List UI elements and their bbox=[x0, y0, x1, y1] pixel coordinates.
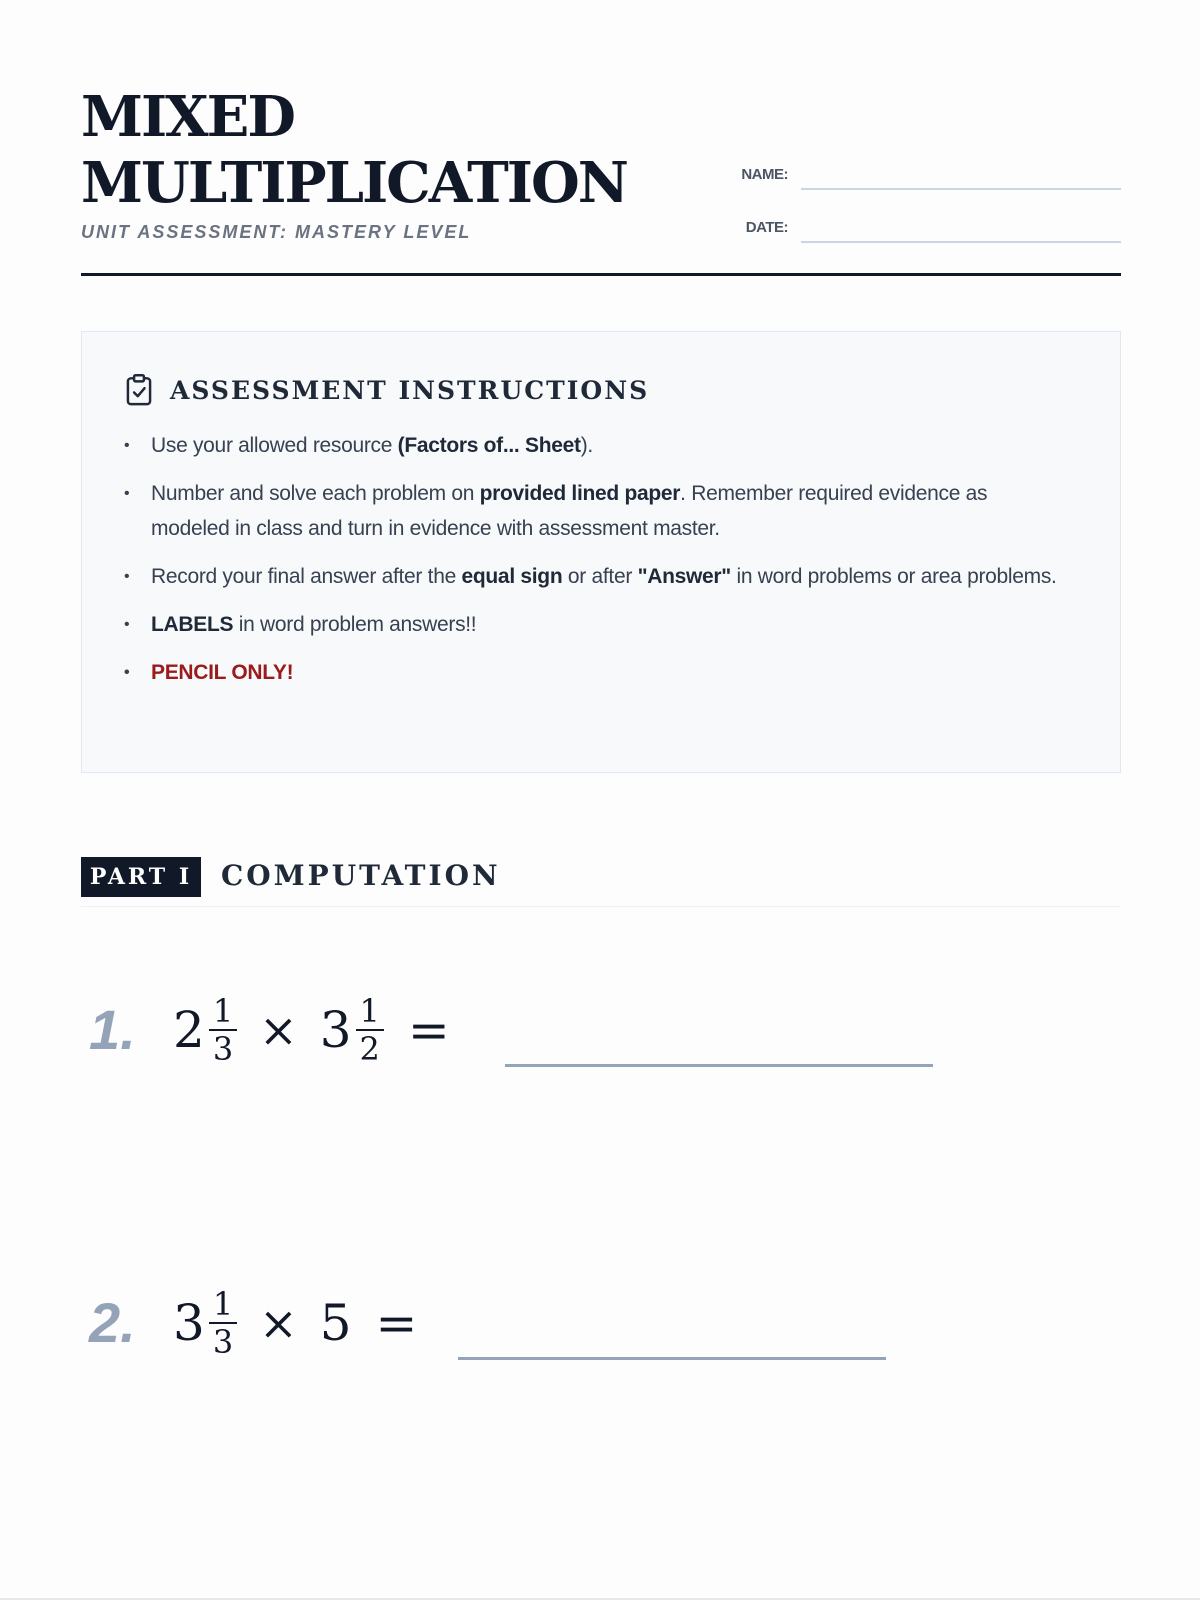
date-field[interactable] bbox=[736, 213, 1121, 243]
part-title: COMPUTATION bbox=[221, 859, 501, 892]
fraction bbox=[356, 992, 384, 1068]
problem-1 bbox=[81, 985, 1121, 1075]
name-label: NAME: bbox=[741, 166, 788, 183]
whole-number: 5 bbox=[319, 1294, 352, 1352]
answer-line[interactable] bbox=[458, 1357, 886, 1360]
whole-number: 2 bbox=[173, 1001, 205, 1059]
numerator: 1 bbox=[356, 995, 384, 1031]
instructions-heading bbox=[124, 374, 649, 406]
fraction bbox=[209, 992, 237, 1068]
numerator: 1 bbox=[209, 1288, 237, 1324]
part-divider bbox=[81, 906, 1121, 907]
list-item: • Use your allowed resource (Factors of... Sheet). bbox=[124, 428, 1064, 463]
clipboard-check-icon bbox=[124, 374, 154, 406]
title-line-2: MULTIPLICATION bbox=[81, 150, 627, 216]
equals-sign: = bbox=[407, 1001, 450, 1059]
instructions-box bbox=[81, 331, 1121, 773]
list-item: • Number and solve each problem on provided lined paper. Remember required evidence as modeled in class and turn in evidence with assessment master. bbox=[124, 476, 1064, 546]
list-item: • Record your final answer after the equal sign or after "Answer" in word problems or area problems. bbox=[124, 559, 1064, 594]
part-badge: PART I bbox=[81, 857, 201, 897]
list-item: • LABELS in word problem answers!! bbox=[124, 607, 1064, 642]
page-title bbox=[81, 84, 627, 216]
name-line[interactable] bbox=[801, 188, 1121, 190]
denominator: 2 bbox=[359, 1030, 380, 1068]
pencil-only-warning: • PENCIL ONLY! bbox=[124, 655, 1064, 690]
multiply-sign: × bbox=[259, 1003, 298, 1057]
numerator: 1 bbox=[209, 995, 237, 1031]
date-label: DATE: bbox=[745, 219, 788, 236]
whole-number: 3 bbox=[319, 1001, 352, 1059]
answer-line[interactable] bbox=[505, 1064, 933, 1067]
instructions-title: ASSESSMENT INSTRUCTIONS bbox=[170, 375, 650, 405]
fraction bbox=[209, 1285, 237, 1361]
denominator: 3 bbox=[212, 1030, 234, 1068]
multiply-sign: × bbox=[259, 1296, 298, 1350]
problem-expression bbox=[173, 1278, 417, 1368]
whole-number: 3 bbox=[173, 1294, 205, 1352]
name-field[interactable] bbox=[736, 160, 1121, 190]
header-divider bbox=[81, 273, 1121, 276]
date-line[interactable] bbox=[801, 241, 1121, 243]
problem-expression bbox=[173, 985, 450, 1075]
title-line-1: MIXED bbox=[81, 84, 294, 150]
page-subtitle: UNIT ASSESSMENT: MASTERY LEVEL bbox=[81, 222, 472, 242]
equals-sign: = bbox=[375, 1294, 418, 1352]
problem-number: 2. bbox=[89, 1291, 136, 1354]
denominator: 3 bbox=[212, 1323, 234, 1361]
problem-number: 1. bbox=[89, 998, 136, 1061]
part-header bbox=[81, 857, 1121, 907]
problem-2 bbox=[81, 1278, 1121, 1368]
instructions-list bbox=[124, 428, 1064, 703]
